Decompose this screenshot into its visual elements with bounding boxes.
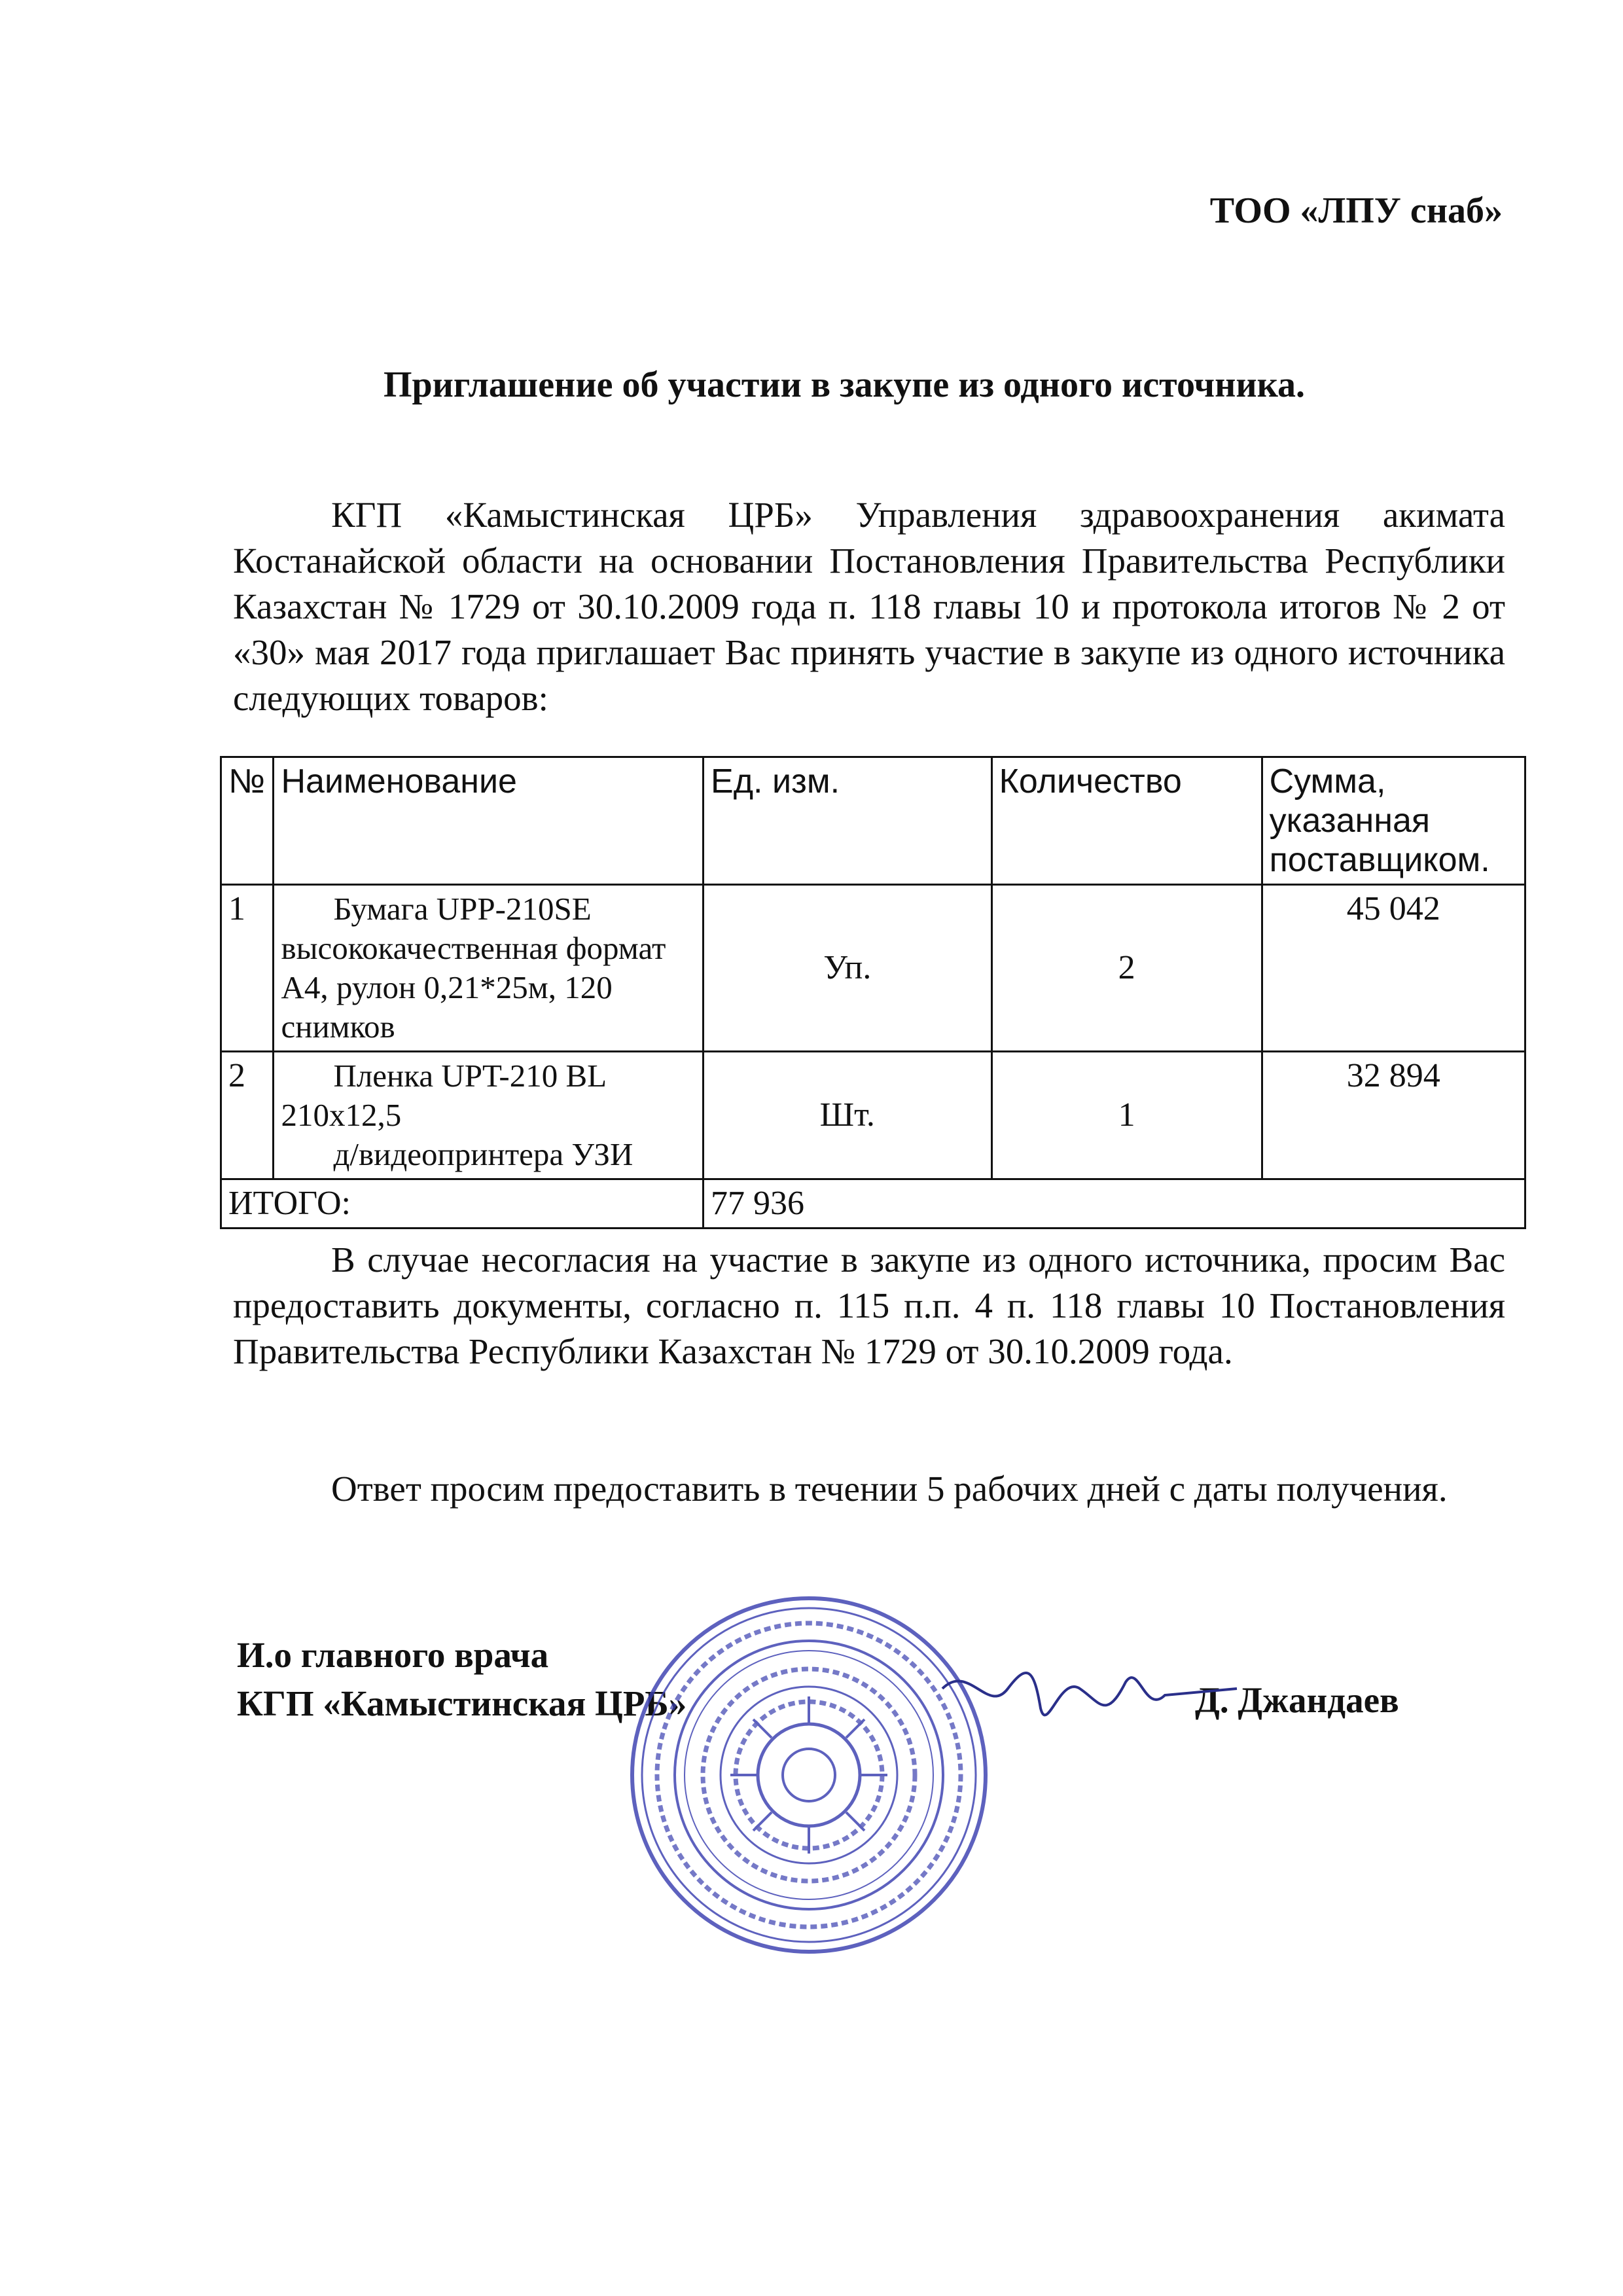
row-qty: 2	[991, 885, 1262, 1052]
row-sum: 45 042	[1262, 885, 1525, 1052]
row-name-rest: 210х12,5	[281, 1097, 402, 1133]
signer-name: Д. Джандаев	[1195, 1680, 1399, 1720]
header-name: Наименование	[274, 757, 704, 885]
document-title: Приглашение об участии в закупе из одного источника.	[383, 365, 1306, 405]
response-paragraph: Ответ просим предоставить в течении 5 рабочих дней с даты получения.	[331, 1469, 1448, 1509]
header-num: №	[221, 757, 274, 885]
addressee: ТОО «ЛПУ снаб»	[1209, 190, 1503, 231]
refusal-paragraph: В случае несогласия на участие в закупе из одного источника, просим Вас предоставить документы, согласно п. 115 п.п. 4 п. 118 главы 10 Постановления Правительства Республики Казахстан № 1729 от 30.10.2009 года.	[233, 1240, 1505, 1371]
row-name	[274, 1052, 704, 1179]
row-sum: 32 894	[1262, 1052, 1525, 1179]
header-sum: Сумма, указанная поставщиком.	[1262, 757, 1525, 885]
row-unit: Шт.	[704, 1052, 992, 1179]
table-row	[221, 885, 1525, 1052]
row-num: 2	[221, 1052, 274, 1179]
header-unit: Ед. изм.	[704, 757, 992, 885]
header-qty: Количество	[991, 757, 1262, 885]
intro-paragraph: КГП «Камыстинская ЦРБ» Управления здравоохранения акимата Костанайской области на основании Постановления Правительства Республики Казахстан № 1729 от 30.10.2009 года п. 118 главы 10 и протокола итогов № 2 от «30» мая 2017 года приглашает Вас принять участие в закупе из одного источника следующих товаров:	[233, 495, 1505, 718]
row-num: 1	[221, 885, 274, 1052]
signer-block	[237, 1631, 687, 1728]
table-row	[221, 1052, 1525, 1179]
signer-position: И.о главного врача	[237, 1635, 549, 1675]
official-stamp	[626, 1592, 992, 1958]
table-header-row	[221, 757, 1525, 885]
row-unit: Уп.	[704, 885, 992, 1052]
signer-organization: КГП «Камыстинская ЦРБ»	[237, 1683, 687, 1723]
total-value: 77 936	[704, 1179, 1525, 1229]
row-name-last: д/видеопринтера УЗИ	[333, 1136, 633, 1172]
row-name	[274, 885, 704, 1052]
row-qty: 1	[991, 1052, 1262, 1179]
total-label: ИТОГО:	[221, 1179, 704, 1229]
goods-table	[220, 756, 1526, 1229]
total-row	[221, 1179, 1525, 1229]
signature	[929, 1649, 1243, 1741]
row-name-rest: высококачественная формат А4, рулон 0,21*25м, 120 снимков	[281, 930, 666, 1045]
row-name-line: Пленка UPT-210 BL	[333, 1058, 607, 1094]
row-name-line: Бумага UPP-210SE	[333, 891, 592, 927]
